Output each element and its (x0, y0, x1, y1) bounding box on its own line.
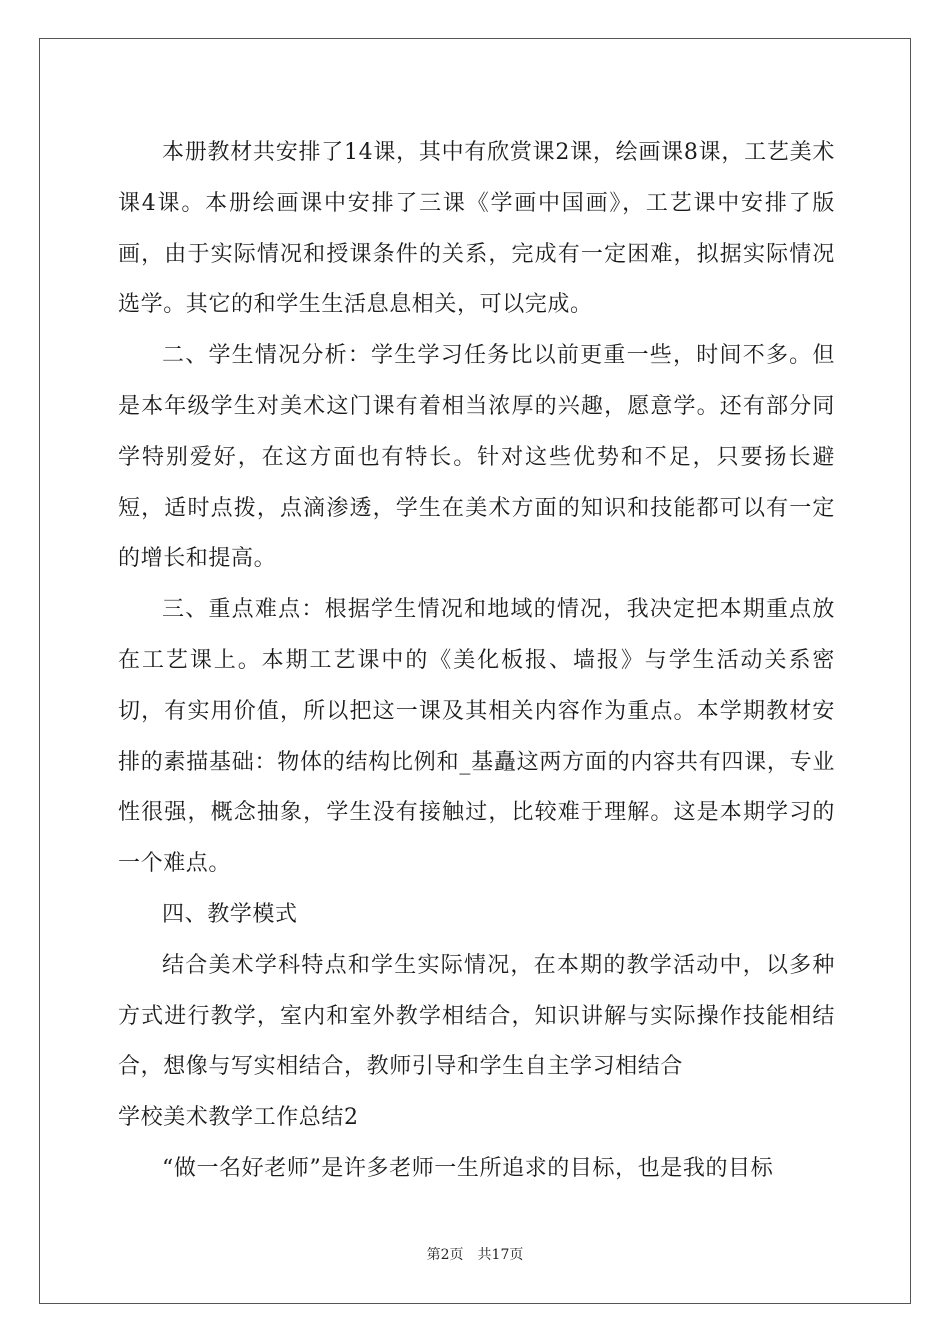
heading-teaching-mode: 四、教学模式 (162, 901, 298, 927)
paragraph-textbook-overview: 本册教材共安排了14课，其中有欣赏课2课，绘画课8课，工艺美术课4课。本册绘画课中安排了三课《学画中国画》，工艺课中安排了版画，由于实际情况和授课条件的关系，完成有一定困难，拟据实际情况选学。其它的和学生生活息息相关，可以完成。 (118, 140, 835, 318)
page-number: 第2页 (426, 1247, 464, 1263)
page-footer (0, 1244, 950, 1264)
page-total: 共17页 (477, 1247, 524, 1263)
paragraph-key-difficulties: 三、重点难点：根据学生情况和地域的情况，我决定把本期重点放在工艺课上。本期工艺课中的《美化板报、墙报》与学生活动关系密切，有实用价值，所以把这一课及其相关内容作为重点。本学期教材安排的素描基础：物体的结构比例和_基矗这两方面的内容共有四课，专业性很强，概念抽象，学生没有接触过，比较难于理解。这是本期学习的一个难点。 (118, 597, 835, 877)
paragraph-teaching-mode: 结合美术学科特点和学生实际情况，在本期的教学活动中，以多种方式进行教学，室内和室外教学相结合，知识讲解与实际操作技能相结合，想像与写实相结合，教师引导和学生自主学习相结合 (118, 952, 835, 1080)
document-body (118, 128, 835, 1195)
paragraph-student-analysis: 二、学生情况分析：学生学习任务比以前更重一些，时间不多。但是本年级学生对美术这门课有着相当浓厚的兴趣，愿意学。还有部分同学特别爱好，在这方面也有特长。针对这些优势和不足，只要扬长避短，适时点拨，点滴渗透，学生在美术方面的知识和技能都可以有一定的增长和提高。 (118, 343, 835, 572)
paragraph-good-teacher: “做一名好老师”是许多老师一生所追求的目标，也是我的目标 (162, 1155, 774, 1181)
section-title-summary-2: 学校美术教学工作总结2 (118, 1105, 359, 1131)
